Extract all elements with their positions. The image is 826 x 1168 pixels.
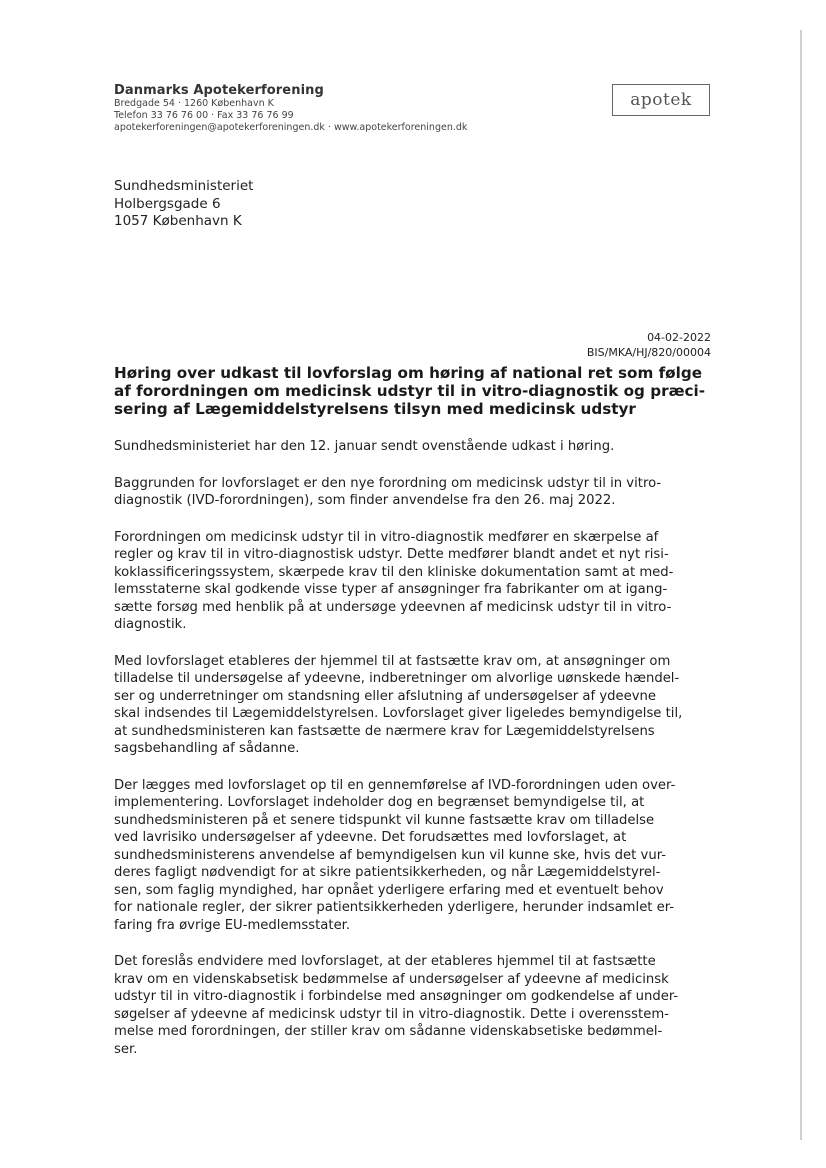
recipient-city: 1057 København K — [114, 213, 242, 229]
paragraph-line: koklassificeringssystem, skærpede krav til den kliniske dokumentation samt at med- — [114, 564, 674, 580]
page-edge-shadow — [800, 30, 802, 1140]
letter-body — [114, 438, 714, 1077]
paragraph-line: skal indsendes til Lægemiddelstyrelsen. Lovforslaget giver ligeledes bemyndigelse til, — [114, 706, 683, 721]
letter-date: 04-02-2022 — [647, 331, 711, 344]
paragraph-line: krav om en videnskabsetisk bedømmelse af undersøgelser af ydeevne af medicinsk — [114, 971, 669, 987]
paragraph-line: sagsbehandling af sådanne. — [114, 741, 300, 756]
sender-phone: Telefon 33 76 76 00 · Fax 33 76 76 99 — [114, 110, 294, 121]
heading-line: sering af Lægemiddelstyrelsens tilsyn med medicinsk udstyr — [114, 400, 636, 418]
paragraph-line: sætte forsøg med henblik på at undersøge ydeevnen af medicinsk udstyr til in vitro- — [114, 599, 672, 615]
paragraph-line: diagnostik. — [114, 617, 187, 632]
paragraph-line: søgelser af ydeevne af medicinsk udstyr til in vitro-diagnostik. Dette i overensstem- — [114, 1006, 669, 1022]
paragraph-line: faring fra øvrige EU-medlemsstater. — [114, 917, 351, 933]
paragraph-line: Forordningen om medicinsk udstyr til in vitro-diagnostik medfører en skærpelse af — [114, 529, 659, 545]
body-paragraph — [114, 438, 714, 456]
body-paragraph — [114, 653, 714, 758]
sender-block — [114, 83, 467, 134]
recipient-name: Sundhedsministeriet — [114, 178, 254, 194]
sender-contact: apotekerforeningen@apotekerforeningen.dk · www.apotekerforeningen.dk — [114, 122, 468, 133]
paragraph-line: tilladelse til undersøgelse af ydeevne, indberetninger om alvorlige uønskede hændel- — [114, 671, 680, 686]
letter-heading — [114, 364, 714, 418]
paragraph-line: lemsstaterne skal godkende visse typer af ansøgninger fra fabrikanter om at igang- — [114, 582, 668, 597]
body-paragraph — [114, 529, 714, 634]
recipient-block — [114, 178, 253, 231]
paragraph-line: Med lovforslaget etableres der hjemmel til at fastsætte krav om, at ansøgninger om — [114, 653, 671, 669]
paragraph-line: melse med forordningen, der stiller krav om sådanne videnskabsetiske bedømmel- — [114, 1024, 663, 1039]
paragraph-line: Det foreslås endvidere med lovforslaget, at der etableres hjemmel til at fastsætte — [114, 954, 656, 969]
paragraph-line: diagnostik (IVD-forordningen), som finder anvendelse fra den 26. maj 2022. — [114, 493, 616, 508]
date-reference-block — [587, 330, 711, 360]
letter-reference: BIS/MKA/HJ/820/00004 — [586, 346, 711, 359]
paragraph-line: Sundhedsministeriet har den 12. januar sendt ovenstående udkast i høring. — [114, 439, 615, 454]
body-paragraph — [114, 777, 714, 935]
recipient-street: Holbergsgade 6 — [114, 195, 221, 212]
paragraph-line: deres fagligt nødvendigt for at sikre patientsikkerheden, og når Lægemiddelstyrel- — [114, 865, 661, 880]
paragraph-line: implementering. Lovforslaget indeholder dog en begrænset bemyndigelse til, at — [114, 795, 645, 810]
paragraph-line: regler og krav til in vitro-diagnostisk udstyr. Dette medfører blandt andet et nyt risi- — [114, 547, 669, 562]
paragraph-line: Baggrunden for lovforslaget er den nye forordning om medicinsk udstyr til in vitro- — [114, 475, 662, 491]
heading-line: Høring over udkast til lovforslag om høring af national ret som følge — [114, 364, 702, 382]
body-paragraph — [114, 953, 714, 1058]
apotek-logo: apotek — [612, 84, 710, 116]
paragraph-line: sen, som faglig myndighed, har opnået yderligere erfaring med et eventuelt behov — [114, 882, 664, 898]
paragraph-line: sundhedsministeren på et senere tidspunkt vil kunne fastsætte krav om tilladelse — [114, 812, 655, 828]
paragraph-line: ved lavrisiko undersøgelser af ydeevne. Det forudsættes med lovforslaget, at — [114, 830, 627, 845]
paragraph-line: Der lægges med lovforslaget op til en gennemførelse af IVD-forordningen uden over- — [114, 777, 676, 793]
sender-org: Danmarks Apotekerforening — [114, 83, 324, 98]
paragraph-line: at sundhedsministeren kan fastsætte de nærmere krav for Lægemiddelstyrelsens — [114, 723, 655, 739]
body-paragraph — [114, 475, 714, 510]
heading-line: af forordningen om medicinsk udstyr til in vitro-diagnostik og præci- — [114, 382, 706, 400]
sender-address: Bredgade 54 · 1260 København K — [114, 98, 274, 109]
paragraph-line: ser og underretninger om standsning eller afslutning af undersøgelser af ydeevne — [114, 688, 657, 704]
paragraph-line: udstyr til in vitro-diagnostik i forbindelse med ansøgninger om godkendelse af under- — [114, 989, 679, 1004]
paragraph-line: ser. — [114, 1041, 138, 1057]
paragraph-line: for nationale regler, der sikrer patientsikkerheden yderligere, herunder indsamlet er- — [114, 900, 675, 915]
paragraph-line: sundhedsministerens anvendelse af bemyndigelsen kun vil kunne ske, hvis det vur- — [114, 847, 667, 863]
